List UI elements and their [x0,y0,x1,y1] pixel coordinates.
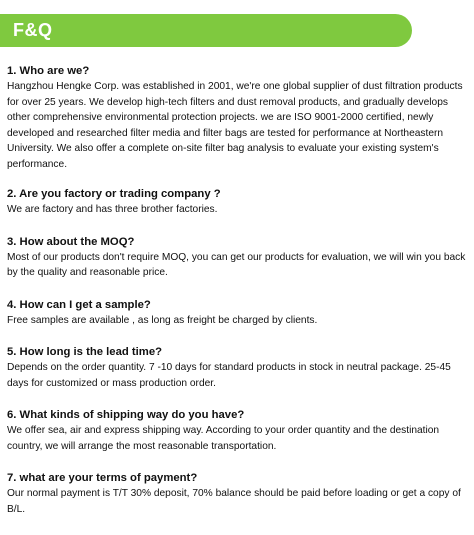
faq-list [7,63,469,517]
faq-answer: Hangzhou Hengke Corp. was established in 2001, we're one global supplier of dust filtration products for over 25 years. We develop high-tech filters and dust removal products, and gradually develops other comprehensive environmental protection projects. we are ISO 9001-2000 certified, newly developed and researched filter media and filter bags are tested for performance at Northeastern University. We also offer a complete on-site filter bag analysis to evaluate your existing system's performance. [7,81,463,170]
faq-question: 2. Are you factory or trading company ? [7,188,221,200]
faq-item [7,297,469,329]
faq-item [7,63,469,172]
faq-item [7,470,469,517]
faq-item [7,234,469,281]
banner-title: F&Q [13,20,53,40]
faq-item [7,186,469,218]
faq-answer: We offer sea, air and express shipping way. According to your order quantity and the destination country, we will arrange the most reasonable transportation. [7,425,440,452]
faq-question: 4. How can I get a sample? [7,298,151,311]
faq-answer: Free samples are available , as long as freight be charged by clients. [7,314,318,326]
faq-answer: Depends on the order quantity. 7 -10 days for standard products in stock in neutral package. 25-45 days for customized or mass production order. [7,362,451,389]
faq-answer: We are factory and has three brother factories. [7,204,218,215]
faq-question: 1. Who are we? [7,65,90,77]
faq-question: 3. How about the MOQ? [7,235,135,248]
faq-answer: Our normal payment is T/T 30% deposit, 70% balance should be paid before loading or get a copy of B/L. [7,488,461,515]
faq-answer: Most of our products don't require MOQ, you can get our products for evaluation, we will win you back by the quality and reasonable price. [7,251,466,278]
faq-item [7,407,469,454]
faq-banner [0,14,412,47]
faq-question: 7. what are your terms of payment? [7,472,198,484]
faq-item [7,344,469,391]
faq-question: 6. What kinds of shipping way do you have? [7,409,245,421]
faq-question: 5. How long is the lead time? [7,346,163,358]
